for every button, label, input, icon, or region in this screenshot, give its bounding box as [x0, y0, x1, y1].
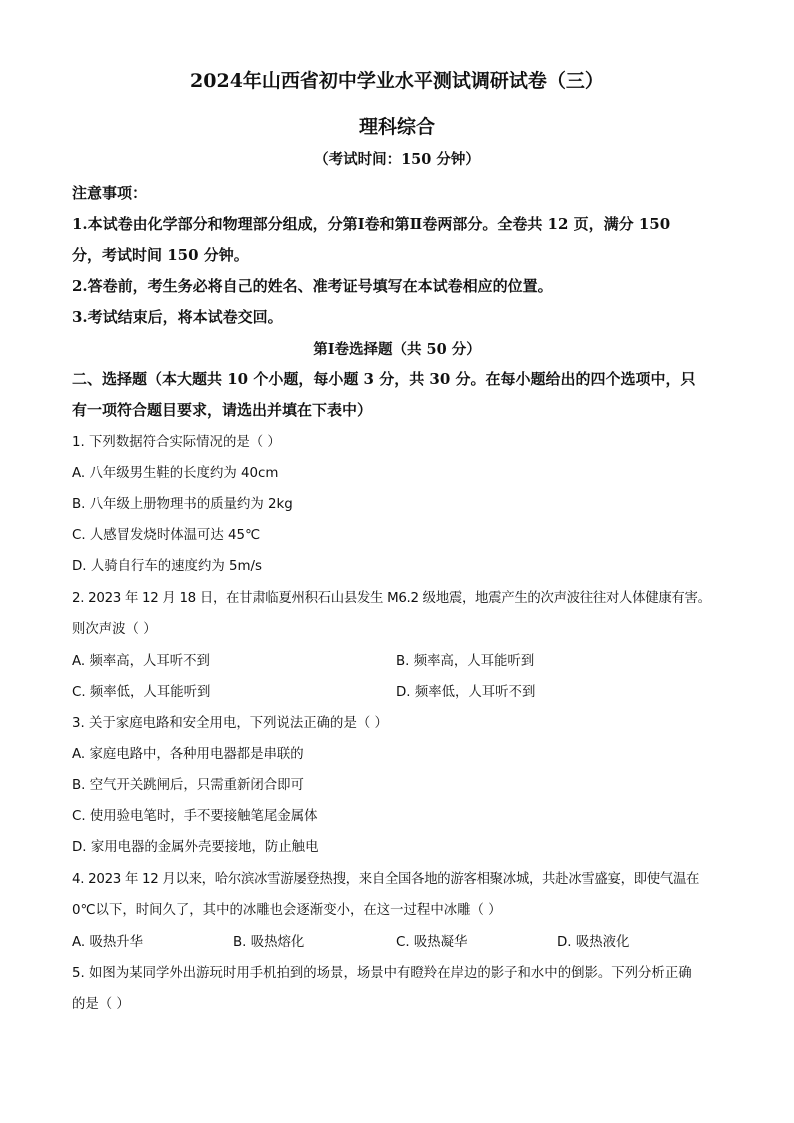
- question-3-option-c: C. 使用验电笔时，手不要接触笔尾金属体: [72, 809, 318, 824]
- question-2-stem-line-2: 则次声波（ ）: [72, 622, 157, 637]
- note-item-2: 2.答卷前，考生务必将自己的姓名、准考证号填写在本试卷相应的位置。: [72, 277, 553, 295]
- exam-duration: （考试时间：150 分钟）: [314, 151, 480, 168]
- note-item-1-line-1: 1.本试卷由化学部分和物理部分组成，分第Ⅰ卷和第Ⅱ卷两部分。全卷共 12 页，满分 150: [72, 215, 671, 233]
- question-2-option-b: B. 频率高，人耳能听到: [396, 654, 535, 669]
- exam-title: 2024年山西省初中学业水平测试调研试卷（三）: [190, 70, 604, 92]
- section-instructions-line-1: 二、选择题（本大题共 10 个小题，每小题 3 分，共 30 分。在每小题给出的四个选项中，只: [72, 370, 696, 388]
- question-4-stem-line-2: 0℃以下，时间久了，其中的冰雕也会逐渐变小，在这一过程中冰雕（ ）: [72, 903, 502, 918]
- note-item-1-line-2: 分，考试时间 150 分钟。: [72, 246, 249, 264]
- exam-subject: 理科综合: [358, 116, 435, 138]
- question-2-option-c: C. 频率低，人耳能听到: [72, 685, 211, 700]
- question-5-stem-line-2: 的是（ ）: [72, 997, 130, 1012]
- question-5-stem-line-1: 5. 如图为某同学外出游玩时用手机拍到的场景，场景中有瞪羚在岸边的影子和水中的倒影。下列分析正确: [72, 966, 692, 981]
- part-1-heading: 第Ⅰ卷选择题（共 50 分）: [313, 341, 481, 358]
- question-2-option-a: A. 频率高，人耳听不到: [72, 654, 210, 669]
- question-4-option-d: D. 吸热液化: [557, 935, 630, 950]
- question-2-option-d: D. 频率低，人耳听不到: [396, 685, 536, 700]
- question-3-option-a: A. 家庭电路中，各种用电器都是串联的: [72, 747, 304, 762]
- question-1-stem: 1. 下列数据符合实际情况的是（ ）: [72, 435, 281, 450]
- section-instructions-line-2: 有一项符合题目要求，请选出并填在下表中）: [72, 401, 373, 419]
- question-2-stem-line-1: 2. 2023 年 12 月 18 日，在甘肃临夏州积石山县发生 M6.2 级地震，地震产生的次声波往往对人体健康有害。: [72, 591, 711, 606]
- question-4-stem-line-1: 4. 2023 年 12 月以来，哈尔滨冰雪游屡登热搜，来自全国各地的游客相聚冰城，共赴冰雪盛宴，即使气温在: [72, 872, 700, 887]
- question-1-option-c: C. 人感冒发烧时体温可达 45℃: [72, 528, 261, 543]
- note-item-3: 3.考试结束后，将本试卷交回。: [72, 308, 283, 326]
- question-4-option-c: C. 吸热凝华: [396, 935, 468, 950]
- notes-heading: 注意事项：: [72, 184, 148, 202]
- question-1-option-d: D. 人骑自行车的速度约为 5m/s: [72, 559, 263, 574]
- question-3-stem: 3. 关于家庭电路和安全用电，下列说法正确的是（ ）: [72, 716, 388, 731]
- question-1-option-b: B. 八年级上册物理书的质量约为 2kg: [72, 497, 293, 512]
- question-3-option-d: D. 家用电器的金属外壳要接地，防止触电: [72, 840, 319, 855]
- question-1-option-a: A. 八年级男生鞋的长度约为 40cm: [72, 466, 279, 481]
- question-3-option-b: B. 空气开关跳闸后，只需重新闭合即可: [72, 778, 304, 793]
- question-4-option-a: A. 吸热升华: [72, 935, 143, 950]
- question-4-option-b: B. 吸热熔化: [233, 935, 305, 950]
